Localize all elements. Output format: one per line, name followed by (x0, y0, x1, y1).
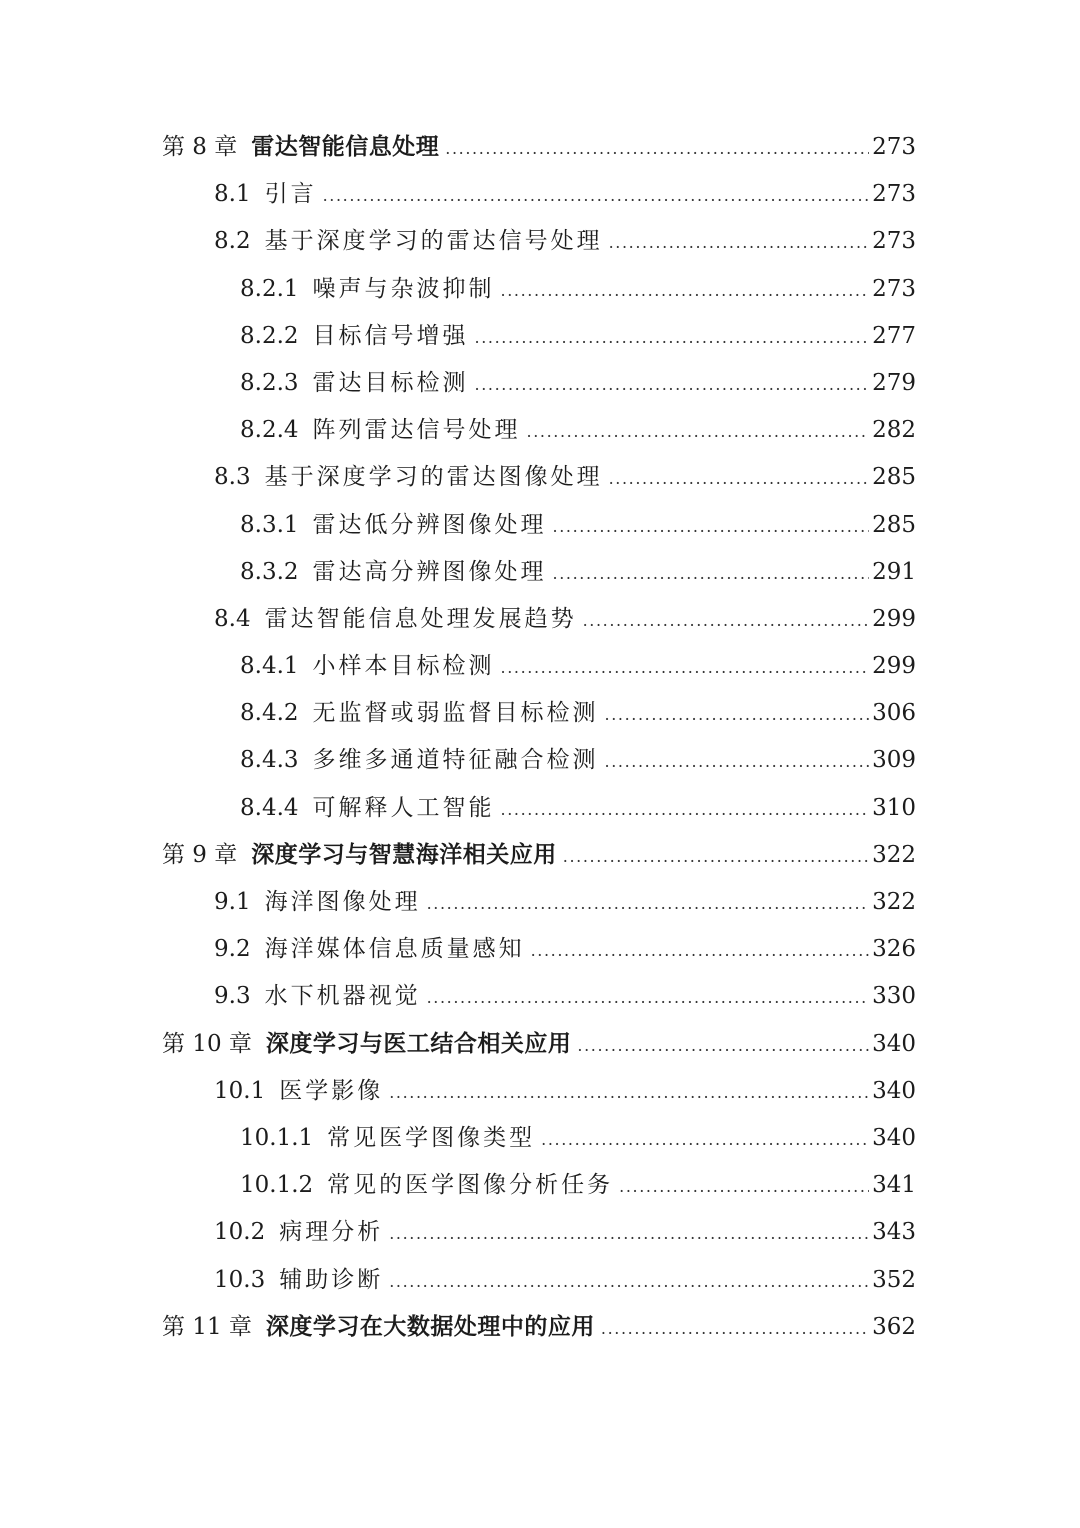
toc-entry-title: 辅助诊断 (279, 1266, 384, 1293)
toc-entry-number: 10.1.1 (240, 1124, 314, 1151)
toc-entry-number: 第 10 章 (162, 1030, 252, 1057)
toc-subsection-entry[interactable] (162, 737, 916, 784)
toc-entry-number: 10.3 (214, 1266, 266, 1293)
toc-page-number: 322 (872, 889, 916, 915)
toc-entry-number: 9.2 (214, 936, 251, 963)
toc-page-number: 326 (872, 936, 916, 963)
toc-dot-leader (563, 833, 869, 880)
toc-entry-number: 9.3 (214, 983, 251, 1010)
toc-page-number: 341 (872, 1172, 916, 1199)
toc-page-number: 362 (872, 1313, 916, 1340)
toc-entry-title: 海洋媒体信息质量感知 (264, 936, 525, 963)
toc-dot-leader (577, 1022, 869, 1069)
toc-entry-number: 8.3 (214, 464, 251, 491)
toc-page-number: 285 (872, 511, 916, 538)
table-of-contents (162, 124, 916, 1351)
toc-entry-number: 10.1 (214, 1077, 266, 1104)
toc-subsection-entry[interactable] (162, 407, 916, 454)
toc-chapter-entry[interactable] (162, 1304, 916, 1351)
toc-entry-title: 目标信号增强 (312, 322, 469, 349)
toc-page-number: 285 (872, 464, 916, 491)
toc-entry-number: 8.2 (214, 228, 251, 255)
toc-page-number: 273 (872, 275, 916, 302)
toc-entry-title: 小样本目标检测 (312, 653, 495, 680)
toc-section-entry[interactable] (162, 973, 916, 1020)
toc-page-number: 340 (872, 1124, 916, 1151)
toc-entry-title: 病理分析 (279, 1219, 384, 1246)
toc-dot-leader (389, 1210, 869, 1257)
toc-section-entry[interactable] (162, 1209, 916, 1256)
toc-entry-number: 8.2.2 (240, 322, 299, 349)
toc-entry-title: 水下机器视觉 (264, 983, 421, 1010)
toc-dot-leader (583, 597, 870, 644)
toc-entry-number: 8.1 (214, 181, 251, 208)
toc-entry-number: 9.1 (214, 889, 251, 915)
toc-entry-number: 第 9 章 (162, 841, 238, 868)
toc-dot-leader (527, 408, 870, 455)
toc-page-number: 309 (872, 747, 916, 774)
toc-dot-leader (605, 691, 870, 738)
toc-page-number: 340 (872, 1077, 916, 1104)
toc-page-number: 291 (872, 558, 916, 585)
toc-section-entry[interactable] (162, 596, 916, 643)
toc-dot-leader (531, 927, 870, 974)
toc-entry-number: 8.3.2 (240, 558, 299, 585)
toc-subsection-entry[interactable] (162, 1115, 916, 1162)
toc-page-number: 299 (872, 605, 916, 632)
toc-page-number: 322 (872, 841, 916, 868)
toc-dot-leader (609, 455, 870, 502)
toc-entry-number: 8.3.1 (240, 511, 299, 538)
toc-dot-leader (501, 267, 870, 314)
toc-dot-leader (475, 314, 870, 361)
toc-page-number: 273 (872, 228, 916, 255)
toc-page-number: 273 (872, 181, 916, 208)
toc-section-entry[interactable] (162, 879, 916, 926)
toc-subsection-entry[interactable] (162, 313, 916, 360)
toc-entry-title: 引言 (264, 181, 317, 208)
toc-page-number: 279 (872, 369, 916, 396)
toc-dot-leader (553, 550, 870, 597)
toc-subsection-entry[interactable] (162, 502, 916, 549)
toc-entry-number: 8.4.2 (240, 700, 299, 727)
toc-subsection-entry[interactable] (162, 360, 916, 407)
toc-entry-number: 第 11 章 (162, 1313, 252, 1340)
toc-entry-number: 8.4.1 (240, 653, 299, 680)
toc-entry-number: 8.4.3 (240, 747, 299, 774)
toc-entry-number: 第 8 章 (162, 134, 238, 160)
toc-dot-leader (427, 974, 870, 1021)
toc-entry-title: 基于深度学习的雷达信号处理 (264, 228, 603, 255)
toc-section-entry[interactable] (162, 171, 916, 218)
toc-section-entry[interactable] (162, 218, 916, 265)
toc-entry-title: 海洋图像处理 (264, 889, 421, 915)
toc-subsection-entry[interactable] (162, 785, 916, 832)
toc-entry-title: 雷达目标检测 (312, 369, 469, 396)
toc-page-number: 306 (872, 700, 916, 727)
toc-page-number: 299 (872, 653, 916, 680)
toc-entry-title: 医学影像 (279, 1077, 384, 1104)
toc-entry-title: 雷达高分辨图像处理 (312, 558, 547, 585)
toc-dot-leader (605, 738, 870, 785)
toc-subsection-entry[interactable] (162, 1162, 916, 1209)
toc-dot-leader (501, 644, 870, 691)
toc-entry-title: 深度学习与医工结合相关应用 (265, 1030, 572, 1057)
toc-dot-leader (619, 1163, 869, 1210)
toc-section-entry[interactable] (162, 1068, 916, 1115)
toc-page-number: 277 (872, 322, 916, 349)
toc-dot-leader (427, 880, 870, 927)
toc-subsection-entry[interactable] (162, 266, 916, 313)
toc-entry-title: 常见医学图像类型 (327, 1124, 536, 1151)
toc-dot-leader (601, 1305, 869, 1352)
toc-entry-title: 深度学习在大数据处理中的应用 (265, 1313, 595, 1340)
toc-page-number: 282 (872, 417, 916, 444)
toc-entry-number: 10.1.2 (240, 1172, 314, 1199)
toc-entry-title: 可解释人工智能 (312, 794, 495, 821)
toc-entry-title: 基于深度学习的雷达图像处理 (264, 464, 603, 491)
toc-dot-leader (389, 1258, 869, 1305)
toc-entry-number: 8.2.1 (240, 275, 299, 302)
toc-dot-leader (475, 361, 870, 408)
toc-page-number: 330 (872, 983, 916, 1010)
toc-dot-leader (541, 1116, 869, 1163)
toc-entry-number: 8.4.4 (240, 794, 299, 821)
toc-dot-leader (323, 172, 870, 219)
toc-dot-leader (609, 219, 870, 266)
toc-entry-number: 8.2.4 (240, 417, 299, 444)
toc-dot-leader (445, 125, 869, 172)
toc-entry-title: 常见的医学图像分析任务 (327, 1172, 614, 1199)
toc-entry-title: 雷达智能信息处理 (251, 134, 440, 160)
toc-subsection-entry[interactable] (162, 643, 916, 690)
toc-page-number: 340 (872, 1030, 916, 1057)
toc-subsection-entry[interactable] (162, 690, 916, 737)
toc-section-entry[interactable] (162, 1257, 916, 1304)
toc-chapter-entry[interactable] (162, 832, 916, 879)
toc-dot-leader (389, 1069, 869, 1116)
toc-entry-title: 多维多通道特征融合检测 (312, 747, 599, 774)
toc-page-number: 343 (872, 1219, 916, 1246)
toc-section-entry[interactable] (162, 926, 916, 973)
toc-entry-title: 深度学习与智慧海洋相关应用 (251, 841, 557, 868)
toc-section-entry[interactable] (162, 454, 916, 501)
toc-dot-leader (553, 503, 870, 550)
toc-entry-title: 噪声与杂波抑制 (312, 275, 495, 302)
toc-page-number: 273 (872, 134, 916, 160)
toc-chapter-entry[interactable] (162, 1021, 916, 1068)
toc-page-number: 310 (872, 794, 916, 821)
toc-dot-leader (501, 786, 870, 833)
toc-chapter-entry[interactable] (162, 124, 916, 171)
toc-entry-title: 阵列雷达信号处理 (312, 417, 521, 444)
toc-entry-title: 雷达智能信息处理发展趋势 (264, 605, 577, 632)
toc-subsection-entry[interactable] (162, 549, 916, 596)
toc-entry-number: 8.4 (214, 605, 251, 632)
toc-entry-title: 无监督或弱监督目标检测 (312, 700, 599, 727)
toc-page-number: 352 (872, 1266, 916, 1293)
toc-entry-number: 10.2 (214, 1219, 266, 1246)
toc-entry-number: 8.2.3 (240, 369, 299, 396)
toc-entry-title: 雷达低分辨图像处理 (312, 511, 547, 538)
